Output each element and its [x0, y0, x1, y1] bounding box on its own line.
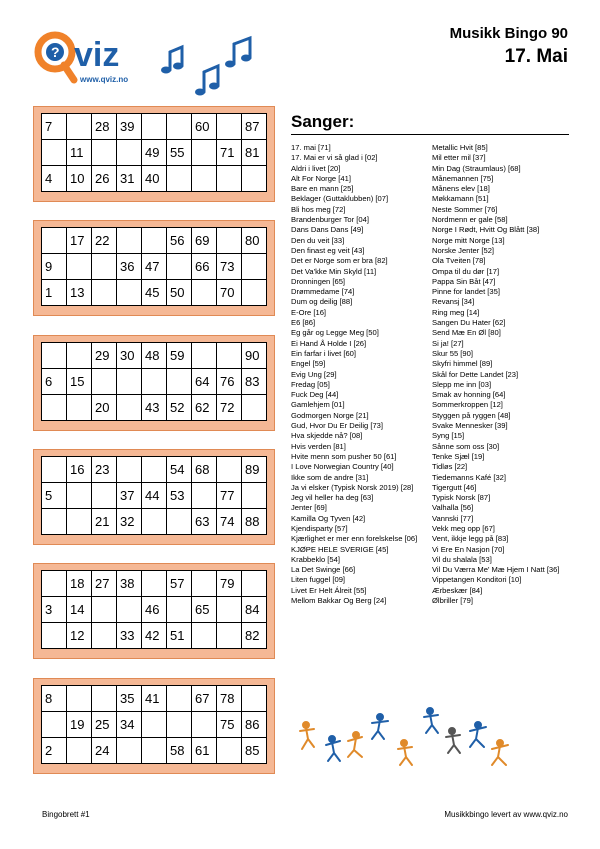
bingo-cell: 64	[192, 369, 217, 395]
game-title: Musikk Bingo 90	[449, 25, 568, 42]
bingo-cell	[117, 228, 142, 254]
bingo-cell: 44	[142, 483, 167, 509]
bingo-cell: 7	[42, 114, 67, 140]
bingo-cell: 46	[142, 597, 167, 623]
bingo-cell: 17	[67, 228, 92, 254]
bingo-cell: 5	[42, 483, 67, 509]
bingo-cell: 61	[192, 738, 217, 764]
bingo-cell	[67, 395, 92, 421]
song-item: Aldri i livet [20]	[291, 163, 341, 173]
bingo-cell: 79	[217, 571, 242, 597]
bingo-cell	[142, 369, 167, 395]
bingo-cell	[167, 369, 192, 395]
bingo-cell: 14	[67, 597, 92, 623]
bingo-cell	[67, 686, 92, 712]
bingo-cell: 74	[217, 509, 242, 535]
qviz-logo	[34, 30, 144, 90]
bingo-cell	[42, 343, 67, 369]
bingo-cell	[42, 509, 67, 535]
bingo-cell: 9	[42, 254, 67, 280]
bingo-cell	[42, 395, 67, 421]
bingo-cell: 73	[217, 254, 242, 280]
bingo-cell	[67, 254, 92, 280]
bingo-cell: 60	[192, 114, 217, 140]
bingo-cell: 51	[167, 623, 192, 649]
bingo-cell: 24	[92, 738, 117, 764]
bingo-cell: 69	[192, 228, 217, 254]
logo-wordmark: viz	[74, 36, 120, 74]
song-item: Evig Ung [29]	[291, 369, 337, 379]
bingo-cell: 63	[192, 509, 217, 535]
songs-heading: Sanger:	[291, 112, 355, 131]
bingo-cell	[92, 140, 117, 166]
bingo-cell: 13	[67, 280, 92, 306]
song-item: Vannski [77]	[432, 513, 474, 523]
song-item: Vent, ikkje legg på [83]	[432, 534, 509, 544]
bingo-cell: 12	[67, 623, 92, 649]
bingo-cell	[92, 686, 117, 712]
bingo-cell	[242, 395, 267, 421]
song-item: Ei Hand Å Holde I [26]	[291, 338, 367, 348]
bingo-cell	[142, 571, 167, 597]
song-item: Tigergutt [46]	[432, 482, 477, 492]
bingo-cell	[217, 114, 242, 140]
song-item: Mil etter mil [37]	[432, 153, 486, 163]
song-item: Syng [15]	[432, 431, 465, 441]
song-item: E6 [86]	[291, 318, 316, 328]
bingo-cell: 88	[242, 509, 267, 535]
bingo-cell: 70	[217, 280, 242, 306]
music-notes-icon	[160, 32, 270, 102]
song-item: Ring meg [14]	[432, 307, 480, 317]
bingo-cell: 76	[217, 369, 242, 395]
song-item: Ja vi elsker (Typisk Norsk 2019) [28]	[291, 482, 414, 492]
bingo-cell: 57	[167, 571, 192, 597]
bingo-cell	[217, 343, 242, 369]
song-item: Den du veit [33]	[291, 235, 345, 245]
bingo-board	[33, 106, 275, 202]
song-item: Beklager (Guttaklubben) [07]	[291, 194, 389, 204]
bingo-cell	[167, 166, 192, 192]
song-item: Gud, Hvor Du Er Deilig [73]	[291, 421, 384, 431]
song-item: Liten fuggel [09]	[291, 575, 346, 585]
song-item: Godmorgen Norge [21]	[291, 410, 369, 420]
bingo-cell	[142, 114, 167, 140]
song-item: Gamlehjem [01]	[291, 400, 345, 410]
bingo-cell: 25	[92, 712, 117, 738]
bingo-cell	[92, 254, 117, 280]
bingo-cell: 18	[67, 571, 92, 597]
bingo-cell: 2	[42, 738, 67, 764]
song-item: Skur 55 [90]	[432, 348, 473, 358]
song-item: Vekk meg opp [67]	[432, 523, 495, 533]
song-item: Dum og deilig [88]	[291, 297, 353, 307]
game-subtitle: 17. Mai	[504, 46, 568, 67]
song-item: Brandenburger Tor [04]	[291, 215, 369, 225]
song-item: Månemannen [75]	[432, 173, 494, 183]
song-item: KJØPE HELE SVERIGE [45]	[291, 544, 389, 554]
bingo-cell	[217, 166, 242, 192]
bingo-cell: 41	[142, 686, 167, 712]
bingo-cell: 82	[242, 623, 267, 649]
song-item: Neste Sommer [76]	[432, 204, 498, 214]
song-item: Ein farfar i livet [60]	[291, 348, 356, 358]
song-item: Kamilla Og Tyven [42]	[291, 513, 366, 523]
bingo-board	[33, 563, 275, 659]
footer-credit: Musikkbingo levert av www.qviz.no	[444, 810, 568, 819]
bingo-cell	[217, 623, 242, 649]
bingo-cell: 75	[217, 712, 242, 738]
bingo-cell: 11	[67, 140, 92, 166]
bingo-cell: 33	[117, 623, 142, 649]
bingo-cell	[167, 509, 192, 535]
song-item: Månens elev [18]	[432, 184, 490, 194]
bingo-cell: 16	[67, 457, 92, 483]
bingo-cell: 54	[167, 457, 192, 483]
bingo-cell	[167, 686, 192, 712]
bingo-cell	[217, 228, 242, 254]
song-item: Fredag [05]	[291, 379, 330, 389]
song-item: Typisk Norsk [87]	[432, 493, 491, 503]
bingo-cell	[42, 228, 67, 254]
song-item: Det Va'kke Min Skyld [11]	[291, 266, 377, 276]
bingo-cell: 39	[117, 114, 142, 140]
bingo-cell: 29	[92, 343, 117, 369]
bingo-cell: 19	[67, 712, 92, 738]
board-number: Bingobrett #1	[42, 810, 90, 819]
bingo-cell: 6	[42, 369, 67, 395]
song-item: Slepp me inn [03]	[432, 379, 492, 389]
song-item: Si ja! [27]	[432, 338, 464, 348]
bingo-cell	[242, 571, 267, 597]
song-item: Nordmenn er gale [58]	[432, 215, 508, 225]
bingo-cell: 28	[92, 114, 117, 140]
bingo-cell	[92, 597, 117, 623]
song-item: Bare en mann [25]	[291, 184, 354, 194]
bingo-cell: 10	[67, 166, 92, 192]
bingo-cell: 67	[192, 686, 217, 712]
song-item: Ølbriller [79]	[432, 596, 473, 606]
bingo-cell: 58	[167, 738, 192, 764]
bingo-cell	[192, 712, 217, 738]
bingo-cell: 4	[42, 166, 67, 192]
song-item: Vi Ere En Nasjon [70]	[432, 544, 505, 554]
song-item: 17. mai [71]	[291, 143, 331, 152]
bingo-cell	[117, 395, 142, 421]
song-item: Det er Norge som er bra [82]	[291, 256, 388, 266]
bingo-cell: 85	[242, 738, 267, 764]
bingo-cell	[217, 597, 242, 623]
song-list-column-2	[432, 143, 560, 606]
bingo-cell	[167, 712, 192, 738]
bingo-cell	[192, 483, 217, 509]
bingo-cell: 49	[142, 140, 167, 166]
song-list-column-1	[291, 143, 417, 606]
bingo-cell	[142, 712, 167, 738]
song-item: Drømmedame [74]	[291, 287, 355, 297]
bingo-cell	[92, 369, 117, 395]
bingo-cell: 36	[117, 254, 142, 280]
bingo-cell	[42, 712, 67, 738]
bingo-cell: 81	[242, 140, 267, 166]
bingo-cell: 90	[242, 343, 267, 369]
bingo-cell	[142, 228, 167, 254]
bingo-cell	[92, 623, 117, 649]
song-item: Eg går og Legge Meg [50]	[291, 328, 379, 338]
bingo-cell: 71	[217, 140, 242, 166]
song-item: Pappa Sin Båt [47]	[432, 276, 496, 286]
song-item: Sommerkroppen [12]	[432, 400, 503, 410]
bingo-board	[33, 678, 275, 774]
bingo-cell	[117, 140, 142, 166]
song-item: Bli hos meg [72]	[291, 204, 346, 214]
bingo-cell: 66	[192, 254, 217, 280]
song-item: Alt For Norge [41]	[291, 173, 351, 183]
song-item: Skyfri himmel [89]	[432, 359, 493, 369]
song-item: Fuck Deg [44]	[291, 390, 339, 400]
song-item: Ompa til du dør [17]	[432, 266, 500, 276]
song-item: Revansj [34]	[432, 297, 475, 307]
bingo-cell: 53	[167, 483, 192, 509]
song-item: Min Dag (Straumlaus) [68]	[432, 163, 521, 173]
song-item: Hvite menn som pusher 50 [61]	[291, 451, 397, 461]
song-item: Styggen på ryggen [48]	[432, 410, 511, 420]
bingo-cell: 38	[117, 571, 142, 597]
bingo-cell	[92, 483, 117, 509]
bingo-cell: 22	[92, 228, 117, 254]
song-item: Vil du shalala [53]	[432, 554, 492, 564]
bingo-cell: 26	[92, 166, 117, 192]
bingo-cell: 62	[192, 395, 217, 421]
bingo-cell: 68	[192, 457, 217, 483]
bingo-cell: 48	[142, 343, 167, 369]
divider	[291, 134, 569, 135]
bingo-cell	[192, 571, 217, 597]
song-item: Sangen Du Hater [62]	[432, 318, 506, 328]
bingo-cell: 78	[217, 686, 242, 712]
song-item: Kjærlighet er mer enn forelskelse [06]	[291, 534, 418, 544]
song-item: Dans Dans Dans [49]	[291, 225, 364, 235]
bingo-cell: 52	[167, 395, 192, 421]
logo-url: www.qviz.no	[80, 75, 129, 84]
bingo-cell	[92, 280, 117, 306]
bingo-cell: 55	[167, 140, 192, 166]
bingo-cell	[142, 738, 167, 764]
song-item: Hva skjedde nå? [08]	[291, 431, 363, 441]
bingo-cell: 20	[92, 395, 117, 421]
song-item: Tenke Sjæl [19]	[432, 451, 485, 461]
song-item: Metallic Hvit [85]	[432, 143, 488, 152]
bingo-cell	[192, 140, 217, 166]
bingo-cell	[67, 343, 92, 369]
bingo-cell	[142, 509, 167, 535]
song-item: Vil Du Værra Me' Mæ Hjem I Natt [36]	[432, 565, 560, 575]
bingo-cell	[217, 457, 242, 483]
bingo-cell	[192, 166, 217, 192]
song-item: Den finast eg veit [43]	[291, 245, 365, 255]
bingo-cell: 47	[142, 254, 167, 280]
bingo-cell	[242, 254, 267, 280]
song-item: Tidløs [22]	[432, 462, 468, 472]
song-item: Send Mæ En Øl [80]	[432, 328, 501, 338]
song-item: Mellom Bakkar Og Berg [24]	[291, 596, 387, 606]
bingo-cell: 30	[117, 343, 142, 369]
song-item: Ikke som de andre [31]	[291, 472, 369, 482]
bingo-cell: 72	[217, 395, 242, 421]
song-item: Engel [59]	[291, 359, 326, 369]
bingo-cell	[42, 140, 67, 166]
bingo-cell: 32	[117, 509, 142, 535]
bingo-cell: 40	[142, 166, 167, 192]
bingo-cell	[42, 623, 67, 649]
bingo-cell	[42, 457, 67, 483]
bingo-cell: 23	[92, 457, 117, 483]
bingo-board	[33, 335, 275, 431]
bingo-cell: 8	[42, 686, 67, 712]
bingo-cell: 89	[242, 457, 267, 483]
song-item: Vippetangen Konditori [10]	[432, 575, 522, 585]
bingo-board	[33, 449, 275, 545]
song-item: Møkkamann [51]	[432, 194, 489, 204]
bingo-cell	[117, 738, 142, 764]
bingo-cell: 43	[142, 395, 167, 421]
bingo-cell	[192, 623, 217, 649]
bingo-cell	[192, 280, 217, 306]
bingo-cell: 50	[167, 280, 192, 306]
page-title	[450, 25, 568, 68]
song-item: Ærbeskær [84]	[432, 585, 483, 595]
bingo-cell	[42, 571, 67, 597]
bingo-cell	[167, 254, 192, 280]
song-item: 17. Mai er vi så glad i [02]	[291, 153, 378, 163]
song-item: Kjendisparty [57]	[291, 523, 348, 533]
bingo-cell: 80	[242, 228, 267, 254]
bingo-cell: 84	[242, 597, 267, 623]
bingo-cell	[117, 457, 142, 483]
song-item: Dronningen [65]	[291, 276, 346, 286]
song-item: Krabbeklo [54]	[291, 554, 340, 564]
bingo-cell: 83	[242, 369, 267, 395]
bingo-cell	[142, 457, 167, 483]
bingo-cell	[117, 280, 142, 306]
bingo-cell	[167, 114, 192, 140]
bingo-cell	[242, 483, 267, 509]
bingo-cell: 27	[92, 571, 117, 597]
bingo-cell	[242, 166, 267, 192]
song-item: Norge I Rødt, Hvitt Og Blått [38]	[432, 225, 540, 235]
bingo-cell: 34	[117, 712, 142, 738]
song-item: Livet Er Helt Álreit [55]	[291, 585, 367, 595]
bingo-cell: 35	[117, 686, 142, 712]
bingo-cell	[67, 114, 92, 140]
bingo-cell: 77	[217, 483, 242, 509]
bingo-board	[33, 220, 275, 316]
bingo-cell: 86	[242, 712, 267, 738]
bingo-cell	[242, 280, 267, 306]
bingo-cell	[167, 597, 192, 623]
song-item: Pinne for landet [35]	[432, 287, 500, 297]
song-item: Tiedemanns Kafé [32]	[432, 472, 507, 482]
song-item: Hvis verden [81]	[291, 441, 346, 451]
song-item: Jeg vil heller ha deg [63]	[291, 493, 374, 503]
bingo-cell	[117, 597, 142, 623]
bingo-cell	[67, 738, 92, 764]
bingo-cell: 87	[242, 114, 267, 140]
song-item: E-Ore [16]	[291, 307, 327, 317]
song-item: I Love Norwegian Country [40]	[291, 462, 394, 472]
song-item: Svake Mennesker [39]	[432, 421, 508, 431]
song-item: Jenter [69]	[291, 503, 327, 513]
bingo-cell: 65	[192, 597, 217, 623]
song-item: Norge mitt Norge [13]	[432, 235, 505, 245]
song-item: Ola Tveiten [78]	[432, 256, 486, 266]
bingo-cell: 42	[142, 623, 167, 649]
bingo-cell	[242, 686, 267, 712]
bingo-cell: 31	[117, 166, 142, 192]
bingo-cell: 45	[142, 280, 167, 306]
song-item: Valhalla [56]	[432, 503, 474, 513]
bingo-cell	[192, 343, 217, 369]
song-item: Skål for Dette Landet [23]	[432, 369, 519, 379]
song-item: Smak av honning [64]	[432, 390, 506, 400]
bingo-cell: 3	[42, 597, 67, 623]
song-item: Sånne som oss [30]	[432, 441, 500, 451]
bingo-cell: 59	[167, 343, 192, 369]
bingo-cell	[217, 738, 242, 764]
bingo-cell: 37	[117, 483, 142, 509]
bingo-cell: 15	[67, 369, 92, 395]
bingo-cell	[67, 509, 92, 535]
song-item: La Det Swinge [66]	[291, 565, 356, 575]
bingo-cell	[67, 483, 92, 509]
bingo-cell	[117, 369, 142, 395]
bingo-cell: 1	[42, 280, 67, 306]
song-item: Norske Jenter [52]	[432, 245, 495, 255]
bingo-cell: 56	[167, 228, 192, 254]
svg-text:?: ?	[51, 44, 60, 60]
dancing-figures-icon	[296, 705, 536, 785]
bingo-cell: 21	[92, 509, 117, 535]
